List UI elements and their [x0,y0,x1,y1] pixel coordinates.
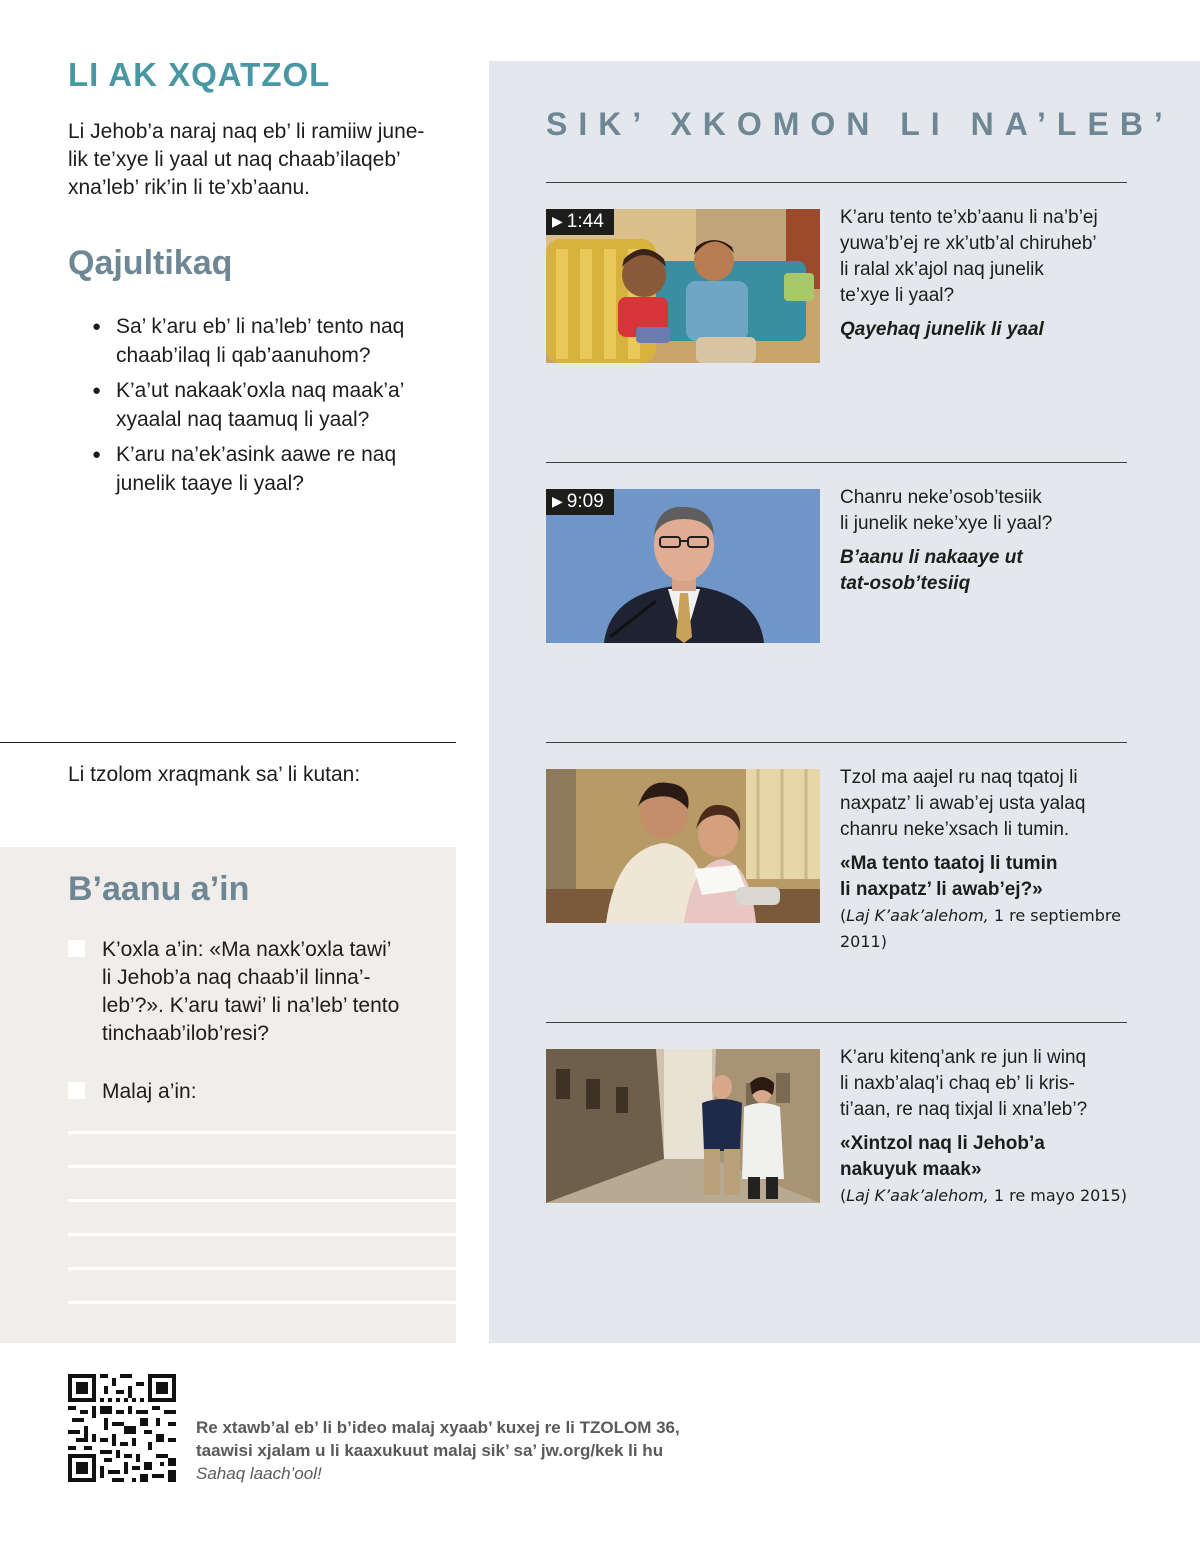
section-divider [0,742,456,743]
panel-divider [546,182,1127,183]
video-title[interactable]: B’aanu li nakaaye ut tat-osob’tesiiq [840,547,1023,594]
video-duration-badge: ▶ 9:09 [546,489,614,515]
summary-text: Li Jehob’a naraj naq eb’ li ramiiw june- lik te’xye li yaal ut naq chaab’ilaqeb’ xna’leb’ rik’in li te’xb’aanu. [68,120,425,199]
media-description [840,765,1130,955]
footer-note: Re xtawb’al eb’ li b’ideo malaj xyaab’ kuxej re li TZOLOM 36, taawisi xjalam u li kaaxukuut malaj sik’ sa’ jw.org/kek li hu Sahaq laach’ool! [196,1418,680,1483]
article-source: (Laj K’aak’alehom, 1 re septiembre 2011) [840,906,1121,951]
video-duration-badge: ▶ 1:44 [546,209,614,235]
article-thumbnail[interactable] [546,769,820,923]
media-question: K’aru tento te’xb’aanu li na’b’ej yuwa’b’ej re xk’utb’al chiruheb’ li ralal xk’ajol naq junelik te’xye li yaal? [840,207,1098,306]
media-question: K’aru kitenq’ank re jun li winq li naxb’alaq’i chaq eb’ li kris- ti’aan, re naq tixjal li xna’leb’? [840,1047,1088,1120]
review-question-list [92,312,442,504]
video-title[interactable]: Qayehaq junelik li yaal [840,319,1044,340]
write-in-line[interactable] [68,1233,456,1236]
media-question: Tzol ma aajel ru naq tqatoj li naxpatz’ li awab’ej usta yalaq chanru neke’xsach li tumin. [840,767,1086,840]
panel-divider [546,742,1127,743]
goal-item[interactable] [68,936,438,1048]
goals-heading: B’aanu a’in [68,870,250,908]
review-heading: Qajultikaq [68,244,233,282]
couple-walking-street-image [546,1049,820,1203]
goal-item-custom[interactable] [68,1078,438,1106]
couple-paying-bills-image [546,769,820,923]
review-question: ● Sa’ k’aru eb’ li na’leb’ tento naq chaab’ilaq li qab’aanuhom? [92,312,442,370]
panel-divider [546,462,1127,463]
summary-heading: LI AK XQATZOL [68,56,331,93]
media-question: Chanru neke’osob’tesiik li junelik neke’xye li yaal? [840,487,1053,534]
panel-divider [546,1022,1127,1023]
video-thumbnail[interactable] [546,489,820,643]
explore-heading: SIK’ XKOMON LI NA’LEB’ [546,106,1174,142]
media-description [840,205,1130,343]
write-in-line[interactable] [68,1301,456,1304]
write-in-line[interactable] [68,1267,456,1270]
review-question: ● K’aru na’ek’asink aawe re naq junelik taaye li yaal? [92,440,442,498]
goal-checkbox[interactable] [68,940,85,957]
learned-today-label: Li tzolom xraqmank sa’ li kutan: [68,763,361,786]
goal-text: K’oxla a’in: «Ma naxk’oxla tawi’ li Jehob’a naq chaab’il linna’- leb’?». K’aru tawi’ li na’leb’ tento tinchaab’ilob’resi? [102,938,400,1045]
media-description [840,1045,1130,1209]
article-title[interactable]: «Xintzol naq li Jehob’a nakuyuk maak» [840,1133,1045,1180]
media-description [840,485,1130,597]
video-thumbnail[interactable] [546,209,820,363]
write-in-line[interactable] [68,1165,456,1168]
review-question: ● K’a’ut nakaak’oxla naq maak’a’ xyaalal naq taamuq li yaal? [92,376,442,434]
write-in-line[interactable] [68,1199,456,1202]
article-source: (Laj K’aak’alehom, 1 re mayo 2015) [840,1186,1127,1205]
article-title[interactable]: «Ma tento taatoj li tumin li naxpatz’ li awab’ej?» [840,853,1058,900]
qr-code-icon[interactable] [68,1374,176,1482]
play-icon: ▶ [552,213,563,229]
goal-text: Malaj a’in: [102,1080,197,1103]
play-icon: ▶ [552,493,563,509]
article-thumbnail[interactable] [546,1049,820,1203]
goal-checkbox[interactable] [68,1082,85,1099]
write-in-line[interactable] [68,1131,456,1134]
